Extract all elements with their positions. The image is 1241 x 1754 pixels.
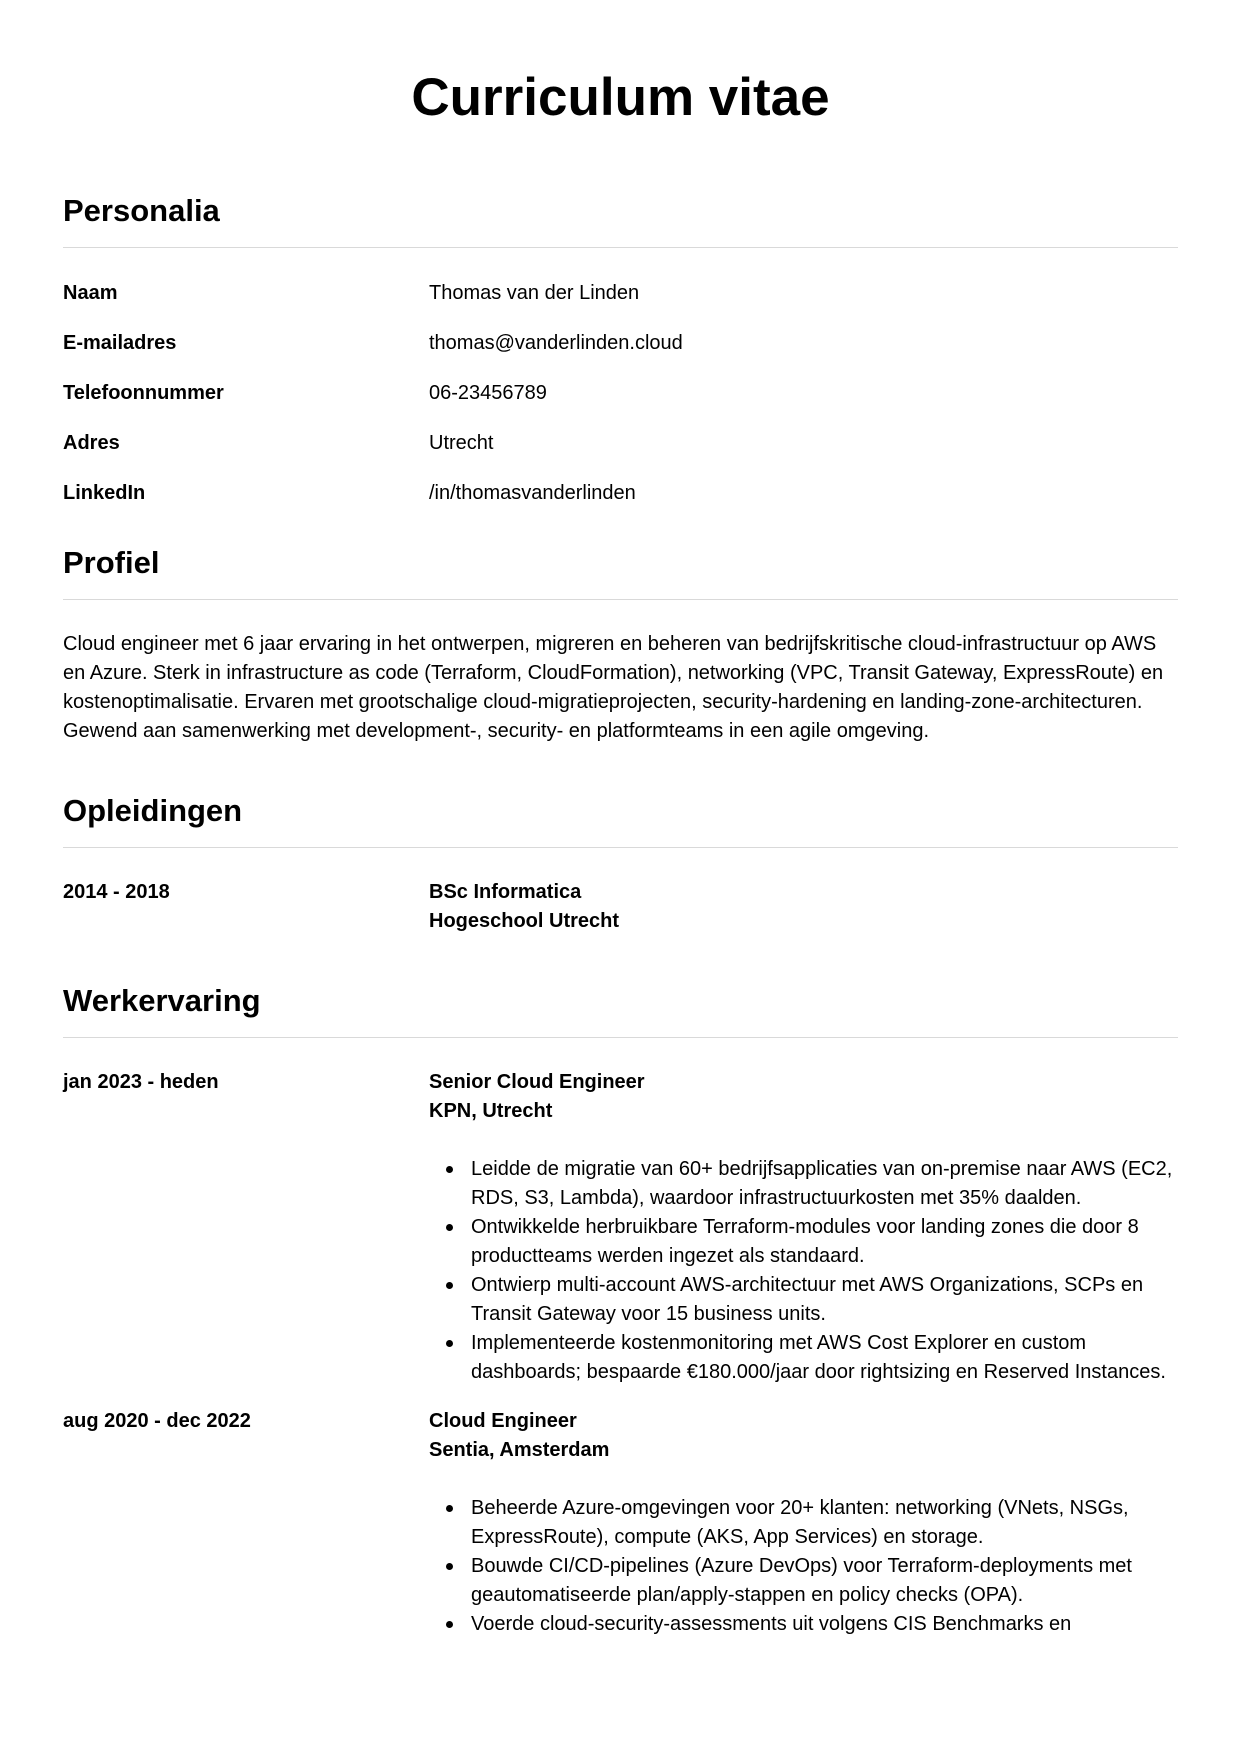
field-label: Naam: [63, 282, 118, 304]
work-details: [429, 1407, 1178, 1639]
section-heading: Opleidingen: [63, 793, 243, 828]
bullet-text: Bouwde CI/CD-pipelines (Azure DevOps) voor Terraform-deployments met geautomatiseerde plan/apply-stappen en policy checks (OPA).: [471, 1555, 1132, 1606]
section-heading: Werkervaring: [63, 983, 261, 1018]
field-value: /in/thomasvanderlinden: [429, 482, 636, 504]
document-title: Curriculum vitae: [411, 68, 830, 127]
education-details: [429, 878, 1178, 936]
work-period: aug 2020 - dec 2022: [63, 1410, 251, 1432]
work-role: Cloud Engineer: [429, 1410, 577, 1432]
list-item: [471, 1213, 1178, 1271]
section-personalia: [63, 191, 1178, 508]
bullet-icon: [446, 1166, 453, 1173]
section-heading: Profiel: [63, 545, 160, 580]
section-opleidingen: [63, 791, 1178, 936]
bullet-icon: [446, 1282, 453, 1289]
bullet-text: Ontwierp multi-account AWS-architectuur met AWS Organizations, SCPs en Transit Gateway voor 15 business units.: [471, 1274, 1144, 1325]
work-organization: KPN, Utrecht: [429, 1100, 553, 1122]
work-period: jan 2023 - heden: [63, 1071, 219, 1093]
personalia-row-adres: [63, 429, 1178, 458]
field-label: Adres: [63, 432, 120, 454]
work-entry: [63, 1068, 1178, 1387]
list-item: [471, 1329, 1178, 1387]
field-value: Thomas van der Linden: [429, 282, 640, 304]
section-werkervaring: [63, 981, 1178, 1639]
education-entry: [63, 878, 1178, 936]
section-divider: [63, 847, 1178, 848]
section-divider: [63, 1037, 1178, 1038]
list-item: [471, 1494, 1178, 1552]
field-value: Utrecht: [429, 432, 494, 454]
bullet-icon: [446, 1563, 453, 1570]
section-profiel: [63, 543, 1178, 746]
work-details: [429, 1068, 1178, 1387]
personalia-row-telefoon: [63, 379, 1178, 408]
bullet-icon: [446, 1340, 453, 1347]
education-school: Hogeschool Utrecht: [429, 910, 620, 932]
field-value: thomas@vanderlinden.cloud: [429, 332, 683, 354]
work-organization: Sentia, Amsterdam: [429, 1439, 610, 1461]
list-item: [471, 1271, 1178, 1329]
section-divider: [63, 599, 1178, 600]
work-bullet-list: [429, 1155, 1178, 1387]
bullet-text: Ontwikkelde herbruikbare Terraform-modules voor landing zones die door 8 productteams werden ingezet als standaard.: [471, 1216, 1139, 1267]
education-degree: BSc Informatica: [429, 881, 582, 903]
bullet-icon: [446, 1505, 453, 1512]
bullet-text: Implementeerde kostenmonitoring met AWS Cost Explorer en custom dashboards; bespaarde €180.000/jaar door rightsizing en Reserved Instances.: [471, 1332, 1166, 1383]
personalia-row-email: [63, 329, 1178, 358]
work-entry: [63, 1407, 1178, 1639]
field-label: LinkedIn: [63, 482, 146, 504]
bullet-text: Beheerde Azure-omgevingen voor 20+ klanten: networking (VNets, NSGs, ExpressRoute), compute (AKS, App Services) en storage.: [471, 1497, 1129, 1548]
field-value: 06-23456789: [429, 382, 547, 404]
section-heading: Personalia: [63, 193, 220, 228]
bullet-icon: [446, 1621, 453, 1628]
bullet-text: Leidde de migratie van 60+ bedrijfsapplicaties van on-premise naar AWS (EC2, RDS, S3, Lambda), waardoor infrastructuurkosten met 35% daalden.: [471, 1158, 1173, 1209]
field-label: Telefoonnummer: [63, 382, 224, 404]
list-item: [471, 1155, 1178, 1213]
section-divider: [63, 247, 1178, 248]
work-role: Senior Cloud Engineer: [429, 1071, 645, 1093]
bullet-text: Voerde cloud-security-assessments uit volgens CIS Benchmarks en: [471, 1613, 1072, 1635]
list-item: [471, 1552, 1178, 1610]
work-bullet-list: [429, 1494, 1178, 1639]
personalia-row-naam: [63, 279, 1178, 308]
education-period: 2014 - 2018: [63, 881, 170, 903]
bullet-icon: [446, 1224, 453, 1231]
list-item: [471, 1610, 1178, 1639]
personalia-row-linkedin: [63, 479, 1178, 508]
field-label: E-mailadres: [63, 332, 177, 354]
profile-text: Cloud engineer met 6 jaar ervaring in het ontwerpen, migreren en beheren van bedrijfskritische cloud-infrastructuur op AWS en Azure. Sterk in infrastructure as code (Terraform, CloudFormation), networking (VPC, Transit Gateway, ExpressRoute) en kostenoptimalisatie. Ervaren met grootschalige cloud-migratieprojecten, security-hardening en landing-zone-architecturen. Gewend aan samenwerking met development-, security- en platformteams in een agile omgeving.: [63, 633, 1164, 742]
